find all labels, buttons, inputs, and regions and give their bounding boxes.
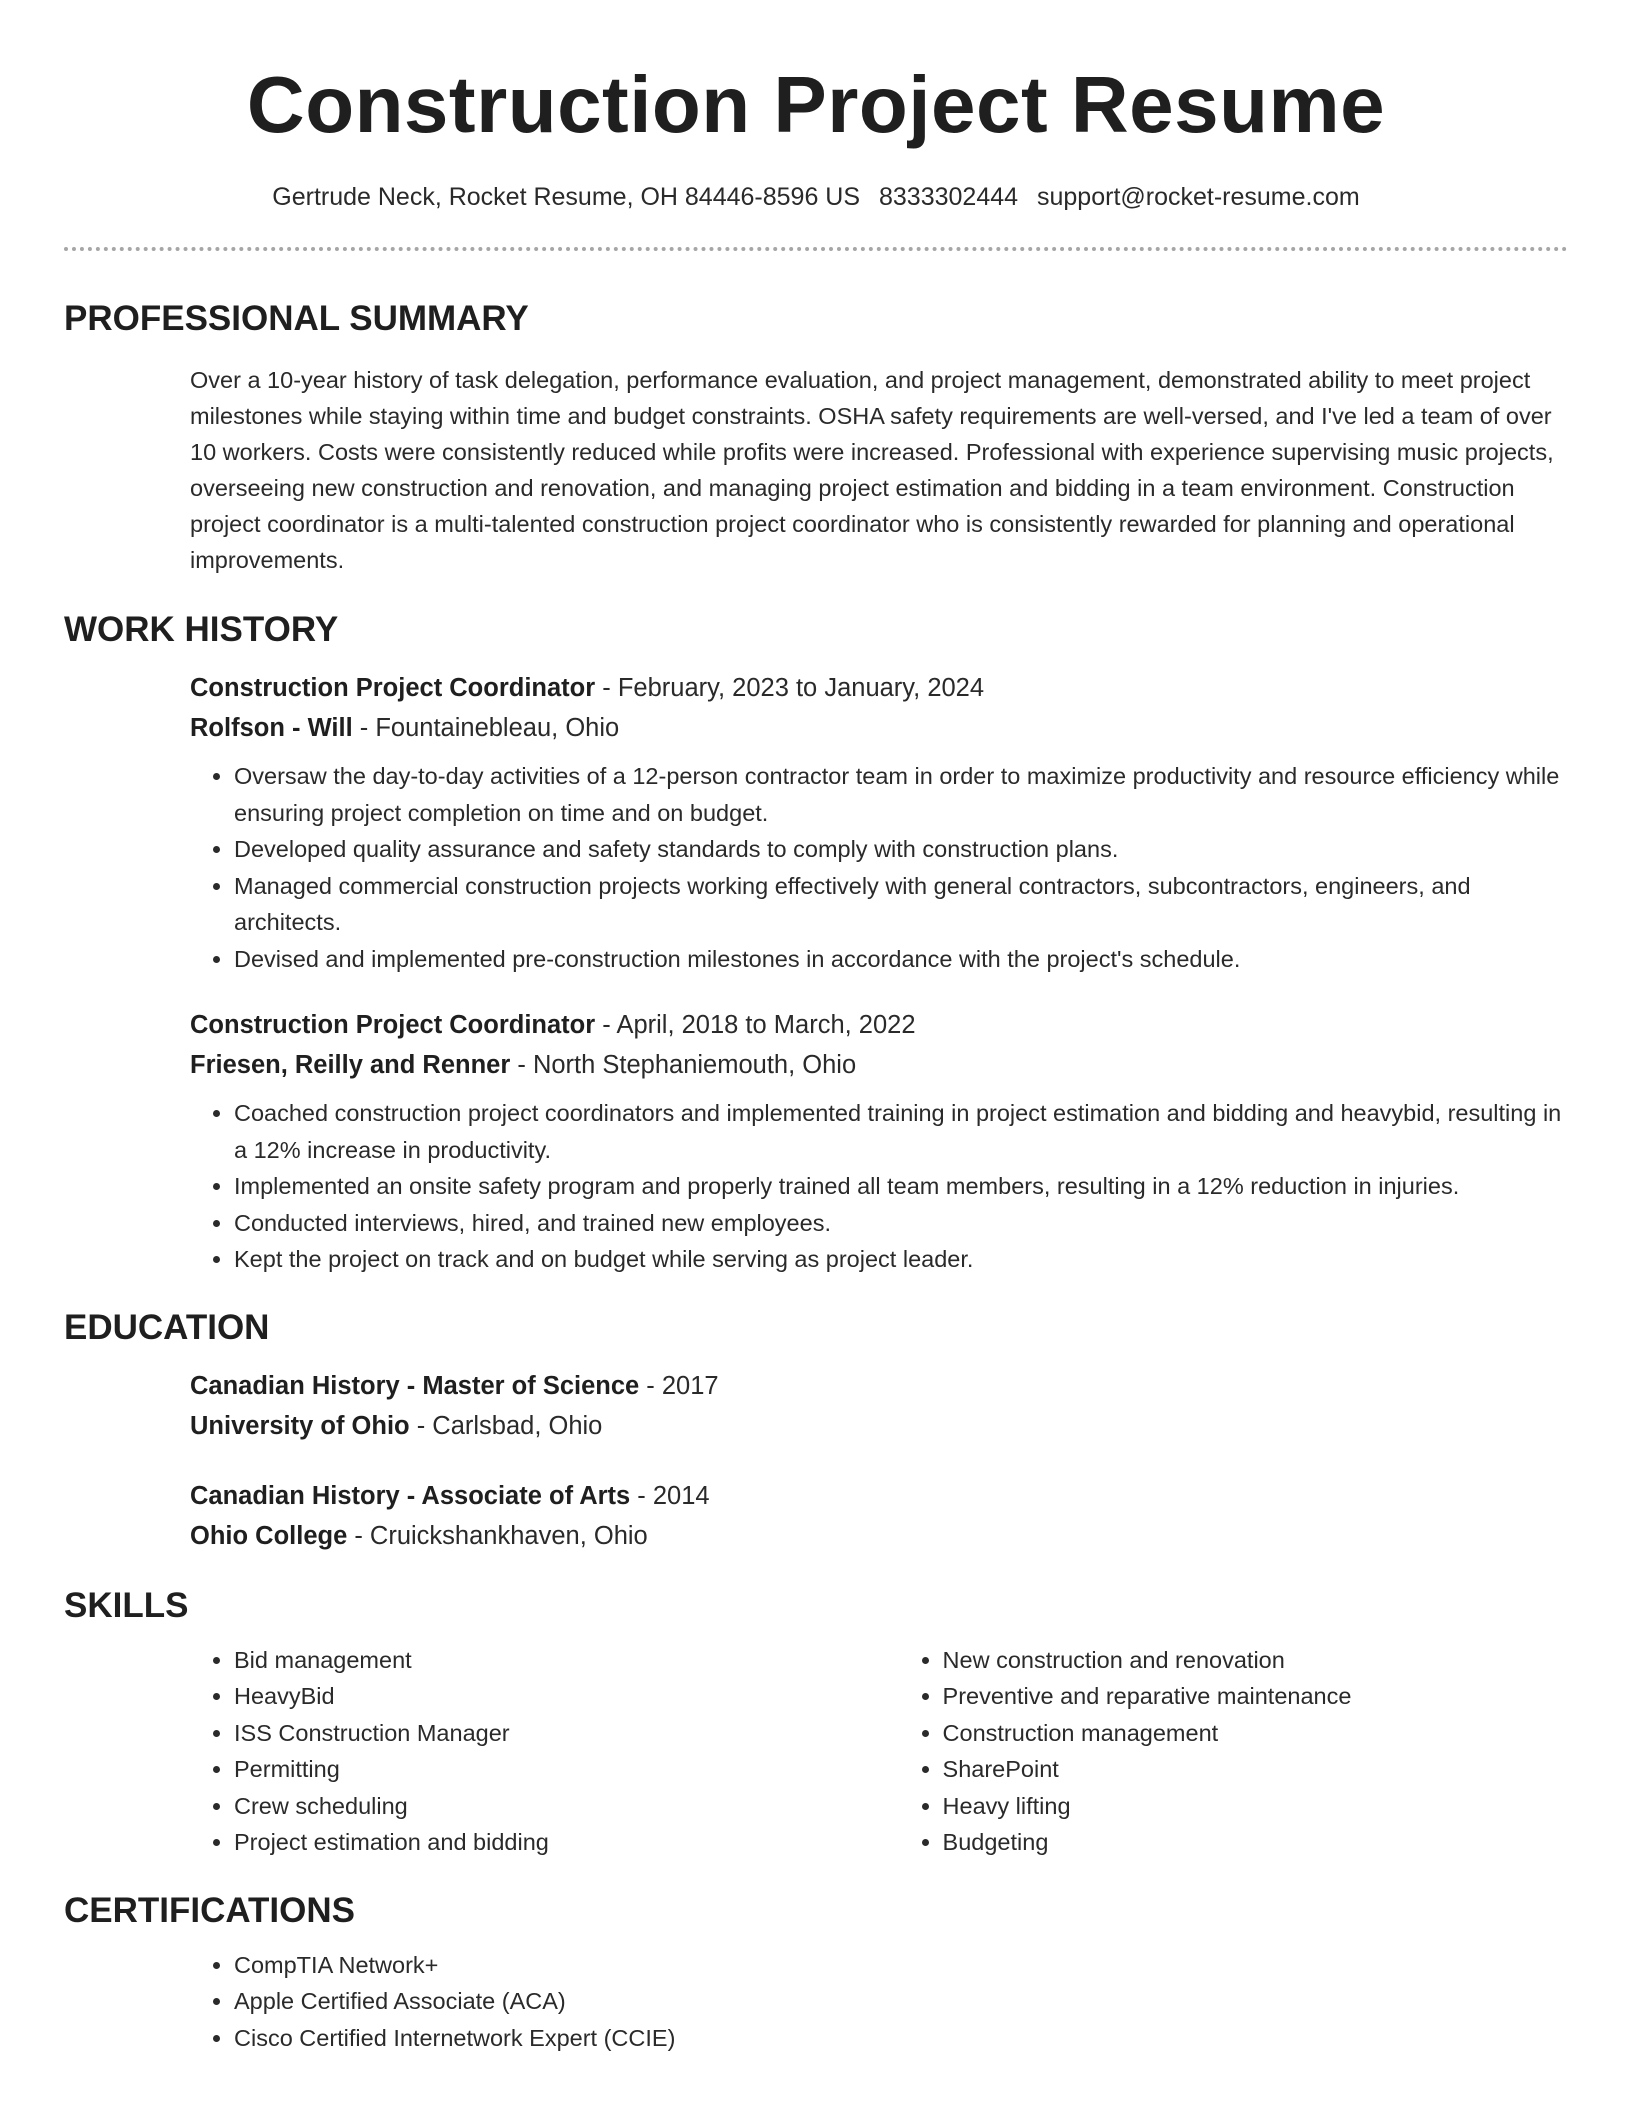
list-item: • Apple Certified Associate (ACA) bbox=[234, 1983, 1568, 2020]
education-section bbox=[64, 1306, 1568, 1556]
school-location: - Carlsbad, Ohio bbox=[409, 1411, 603, 1440]
skills-list-left bbox=[190, 1642, 899, 1861]
summary-heading: PROFESSIONAL SUMMARY bbox=[64, 299, 529, 338]
job-company-line bbox=[190, 1045, 1568, 1085]
job-company: Rolfson - Will bbox=[190, 714, 353, 742]
list-item: • Project estimation and bidding bbox=[234, 1824, 899, 1861]
list-item: • Coached construction project coordinators and implemented training in project estimation and bidding and heavybid, resulting in a 12% increase in productivity. bbox=[234, 1095, 1568, 1168]
job-entry bbox=[190, 1005, 1568, 1278]
job-bullets bbox=[190, 758, 1568, 977]
degree-year: - 2017 bbox=[639, 1371, 719, 1400]
list-item: • Budgeting bbox=[943, 1824, 1568, 1861]
education-entry bbox=[190, 1476, 1568, 1556]
list-item: • Cisco Certified Internetwork Expert (CCIE) bbox=[234, 2020, 1568, 2057]
degree-year: - 2014 bbox=[630, 1481, 710, 1510]
job-role: Construction Project Coordinator bbox=[190, 1011, 596, 1039]
summary-section bbox=[64, 297, 1568, 578]
work-heading: WORK HISTORY bbox=[64, 610, 339, 649]
list-item: • Managed commercial construction projects working effectively with general contractors, subcontractors, engineers, and architects. bbox=[234, 868, 1568, 941]
list-item: • SharePoint bbox=[943, 1751, 1568, 1788]
resume-title: Construction Project Resume bbox=[246, 60, 1386, 149]
list-item: • Developed quality assurance and safety standards to comply with construction plans. bbox=[234, 831, 1568, 868]
job-company-line bbox=[190, 708, 1568, 748]
job-location: - North Stephaniemouth, Ohio bbox=[510, 1051, 857, 1079]
skills-grid bbox=[190, 1642, 1568, 1861]
school-location: - Cruickshankhaven, Ohio bbox=[347, 1521, 648, 1550]
certifications-heading: CERTIFICATIONS bbox=[64, 1890, 356, 1930]
list-item: • HeavyBid bbox=[234, 1678, 899, 1715]
job-entry bbox=[190, 668, 1568, 977]
job-location: - Fountainebleau, Ohio bbox=[352, 714, 620, 742]
contact-address: Gertrude Neck, Rocket Resume, OH 84446-8596 US bbox=[272, 183, 861, 211]
job-dates: - April, 2018 to March, 2022 bbox=[595, 1011, 916, 1039]
degree-line bbox=[190, 1366, 1568, 1406]
summary-body bbox=[190, 362, 1568, 578]
certifications-section bbox=[64, 1889, 1568, 2057]
skills-list-right bbox=[899, 1642, 1568, 1861]
degree-name: Canadian History - Master of Science bbox=[190, 1371, 640, 1400]
degree-line bbox=[190, 1476, 1568, 1516]
skills-section bbox=[64, 1584, 1568, 1861]
job-title-line bbox=[190, 668, 1568, 708]
list-item: • Crew scheduling bbox=[234, 1788, 899, 1825]
list-item: • CompTIA Network+ bbox=[234, 1947, 1568, 1984]
job-dates: - February, 2023 to January, 2024 bbox=[595, 674, 985, 702]
job-role: Construction Project Coordinator bbox=[190, 674, 596, 702]
education-heading: EDUCATION bbox=[64, 1307, 270, 1347]
list-item: • Construction management bbox=[943, 1715, 1568, 1752]
list-item: • Devised and implemented pre-construction milestones in accordance with the project's schedule. bbox=[234, 941, 1568, 978]
work-section bbox=[64, 608, 1568, 1278]
contact-line bbox=[64, 180, 1568, 214]
skills-heading: SKILLS bbox=[64, 1585, 189, 1625]
list-item: • New construction and renovation bbox=[943, 1642, 1568, 1679]
list-item: • Implemented an onsite safety program and properly trained all team members, resulting in a 12% reduction in injuries. bbox=[234, 1168, 1568, 1205]
certifications-list bbox=[190, 1947, 1568, 2057]
certifications-body bbox=[190, 1947, 1568, 2057]
degree-name: Canadian History - Associate of Arts bbox=[190, 1481, 631, 1510]
job-bullets bbox=[190, 1095, 1568, 1278]
list-item: • ISS Construction Manager bbox=[234, 1715, 899, 1752]
list-item: • Oversaw the day-to-day activities of a 12-person contractor team in order to maximize productivity and resource efficiency while ensuring project completion on time and on budget. bbox=[234, 758, 1568, 831]
school-line bbox=[190, 1516, 1568, 1556]
header-divider bbox=[64, 247, 1568, 251]
summary-text: Over a 10-year history of task delegation, performance evaluation, and project management, demonstrated ability to meet project milestones while staying within time and budget constraints. OSHA safety requirements are well-versed, and I've led a team of over 10 workers. Costs were consistently reduced while profits were increased. Professional with experience supervising music projects, overseeing new construction and renovation, and managing project estimation and bidding in a team environment. Construction project coordinator is a multi-talented construction project coordinator who is consistently rewarded for planning and operational improvements. bbox=[190, 367, 1554, 573]
list-item: • Preventive and reparative maintenance bbox=[943, 1678, 1568, 1715]
education-entry bbox=[190, 1366, 1568, 1446]
school-name: Ohio College bbox=[190, 1521, 348, 1550]
list-item: • Heavy lifting bbox=[943, 1788, 1568, 1825]
list-item: • Permitting bbox=[234, 1751, 899, 1788]
school-name: University of Ohio bbox=[190, 1411, 410, 1440]
school-line bbox=[190, 1406, 1568, 1446]
job-company: Friesen, Reilly and Renner bbox=[190, 1051, 511, 1079]
job-title-line bbox=[190, 1005, 1568, 1045]
contact-phone: 8333302444 bbox=[879, 183, 1019, 211]
resume-page bbox=[64, 0, 1568, 2056]
list-item: • Kept the project on track and on budget while serving as project leader. bbox=[234, 1241, 1568, 1278]
list-item: • Conducted interviews, hired, and trained new employees. bbox=[234, 1205, 1568, 1242]
contact-email: support@rocket-resume.com bbox=[1037, 183, 1360, 211]
list-item: • Bid management bbox=[234, 1642, 899, 1679]
